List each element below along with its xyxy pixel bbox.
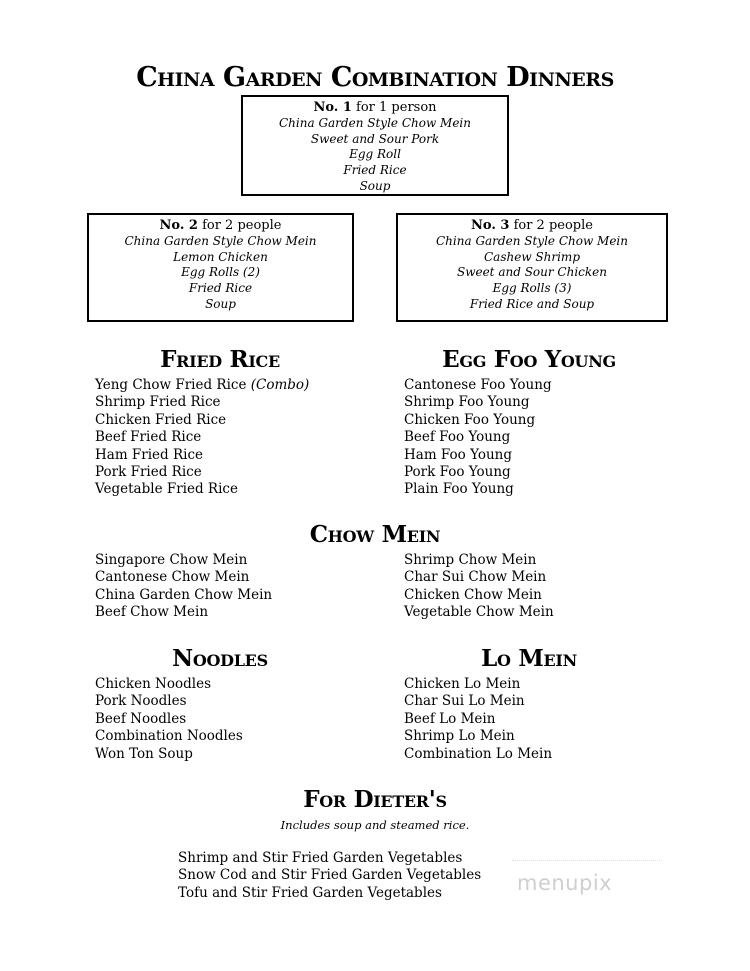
lo-mein-heading: Lo Mein xyxy=(481,645,577,672)
combo-3-item: Egg Rolls (3) xyxy=(492,281,572,296)
list-item: Beef Noodles xyxy=(95,710,187,727)
list-item: Ham Fried Rice xyxy=(95,446,204,463)
list-item: Ham Foo Young xyxy=(404,446,512,463)
list-item: Shrimp and Stir Fried Garden Vegetables xyxy=(178,850,463,866)
list-item: Chicken Lo Mein xyxy=(404,676,521,692)
list-item: Shrimp Foo Young xyxy=(404,394,530,411)
list-item: Singapore Chow Mein xyxy=(95,552,248,568)
combo-2-header xyxy=(89,218,352,234)
list-item: Shrimp Lo Mein xyxy=(404,728,515,745)
egg-foo-young-heading: Egg Foo Young xyxy=(442,346,616,373)
list-item: Chicken Fried Rice xyxy=(95,411,227,428)
list-item: Chicken Chow Mein xyxy=(404,586,542,603)
dieters-list xyxy=(178,850,481,902)
combo-1-item: Sweet and Sour Pork xyxy=(310,131,440,146)
combo-1-header xyxy=(243,100,507,116)
list-item: Cantonese Chow Mein xyxy=(95,569,250,586)
lo-mein-list xyxy=(404,676,552,763)
combo-1-serves: for 1 person xyxy=(351,100,437,115)
list-item: Shrimp Chow Mein xyxy=(404,552,537,568)
list-item: Tofu and Stir Fried Garden Vegetables xyxy=(178,884,442,901)
chow-mein-heading: Chow Mein xyxy=(309,521,441,548)
combo-1-number: No. 1 xyxy=(313,100,352,115)
list-item: Beef Lo Mein xyxy=(404,710,496,727)
watermark-logo: menupix xyxy=(517,871,613,895)
combo-box-2 xyxy=(87,213,354,322)
list-item: Plain Foo Young xyxy=(404,481,514,498)
list-item: Chicken Foo Young xyxy=(404,411,536,428)
list-item: Vegetable Chow Mein xyxy=(404,604,554,621)
combo-3-number: No. 3 xyxy=(471,218,510,233)
watermark-divider xyxy=(512,860,662,861)
combo-box-1 xyxy=(241,95,509,196)
dieters-note: Includes soup and steamed rice. xyxy=(280,818,470,832)
combo-2-item: Egg Rolls (2) xyxy=(181,265,260,280)
noodles-heading: Noodles xyxy=(172,645,268,672)
list-item: Combination Noodles xyxy=(95,728,243,745)
combo-1-item: Egg Roll xyxy=(349,147,401,162)
list-item xyxy=(95,377,309,394)
combo-2-serves: for 2 people xyxy=(197,218,282,233)
combo-3-item: China Garden Style Chow Mein xyxy=(436,233,628,248)
combo-box-3 xyxy=(396,213,668,322)
combo-3-item: Cashew Shrimp xyxy=(484,249,580,264)
dieters-heading: For Dieter's xyxy=(303,786,447,813)
fried-rice-first-item: Yeng Chow Fried Rice xyxy=(95,377,251,393)
egg-foo-young-list xyxy=(404,377,552,499)
list-item: Combination Lo Mein xyxy=(404,745,553,762)
combo-3-serves: for 2 people xyxy=(509,218,593,233)
combo-3-item: Sweet and Sour Chicken xyxy=(456,265,607,280)
fried-rice-list xyxy=(95,377,309,499)
list-item: Chicken Noodles xyxy=(95,676,212,692)
list-item: Char Sui Lo Mein xyxy=(404,693,525,710)
noodles-list xyxy=(95,676,243,763)
list-item: China Garden Chow Mein xyxy=(95,586,273,603)
combo-1-item: China Garden Style Chow Mein xyxy=(279,115,471,130)
combo-2-number: No. 2 xyxy=(159,218,198,233)
list-item: Beef Chow Mein xyxy=(95,604,209,621)
list-item: Beef Fried Rice xyxy=(95,429,202,446)
list-item: Cantonese Foo Young xyxy=(404,377,552,393)
combo-2-item: Lemon Chicken xyxy=(173,249,268,264)
combo-2-item: Fried Rice xyxy=(188,281,253,296)
combo-1-item: Soup xyxy=(359,178,391,193)
list-item: Char Sui Chow Mein xyxy=(404,569,547,586)
list-item: Shrimp Fried Rice xyxy=(95,394,221,411)
combo-3-header xyxy=(398,218,666,234)
combo-1-item: Fried Rice xyxy=(343,163,407,178)
list-item: Snow Cod and Stir Fried Garden Vegetables xyxy=(178,867,482,884)
list-item: Vegetable Fried Rice xyxy=(95,481,238,498)
list-item: Pork Noodles xyxy=(95,693,187,710)
combo-note: (Combo) xyxy=(250,377,310,393)
combo-2-item: Soup xyxy=(205,296,236,311)
chow-mein-left-list xyxy=(95,552,272,622)
menu-title: China Garden Combination Dinners xyxy=(136,62,614,93)
list-item: Pork Foo Young xyxy=(404,464,511,481)
combo-3-item: Fried Rice and Soup xyxy=(469,296,595,311)
list-item: Won Ton Soup xyxy=(95,745,193,762)
fried-rice-heading: Fried Rice xyxy=(160,346,280,373)
list-item: Pork Fried Rice xyxy=(95,464,202,481)
combo-2-item: China Garden Style Chow Mein xyxy=(124,233,317,248)
chow-mein-right-list xyxy=(404,552,554,622)
list-item: Beef Foo Young xyxy=(404,429,511,446)
